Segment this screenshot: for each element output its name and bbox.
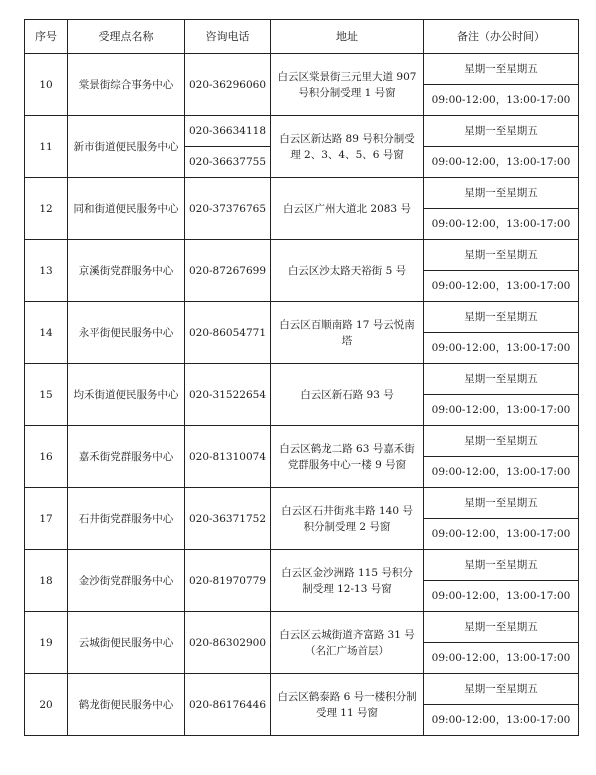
row-hours: 09:00-12:00，13:00-17:00 xyxy=(424,85,579,116)
table-row xyxy=(25,550,579,581)
row-hours: 09:00-12:00，13:00-17:00 xyxy=(424,581,579,612)
table-body xyxy=(25,54,579,736)
row-days: 星期一至星期五 xyxy=(424,302,579,333)
row-phone: 020-86176446 xyxy=(185,674,271,736)
row-days: 星期一至星期五 xyxy=(424,54,579,85)
row-address: 白云区金沙洲路 115 号积分制受理 12-13 号窗 xyxy=(271,550,424,612)
table-row xyxy=(25,612,579,643)
row-hours: 09:00-12:00，13:00-17:00 xyxy=(424,271,579,302)
table-row xyxy=(25,178,579,209)
row-days: 星期一至星期五 xyxy=(424,116,579,147)
row-address: 白云区百顺南路 17 号云悦南塔 xyxy=(271,302,424,364)
row-hours: 09:00-12:00，13:00-17:00 xyxy=(424,457,579,488)
row-phone: 020-36296060 xyxy=(185,54,271,116)
row-name: 均禾街道便民服务中心 xyxy=(68,364,185,426)
row-name: 棠景街综合事务中心 xyxy=(68,54,185,116)
row-days: 星期一至星期五 xyxy=(424,426,579,457)
row-days: 星期一至星期五 xyxy=(424,674,579,705)
row-phone: 020-81310074 xyxy=(185,426,271,488)
row-name: 永平街便民服务中心 xyxy=(68,302,185,364)
row-name: 嘉禾街党群服务中心 xyxy=(68,426,185,488)
row-address: 白云区新石路 93 号 xyxy=(271,364,424,426)
table-row xyxy=(25,488,579,519)
row-address: 白云区石井街兆丰路 140 号积分制受理 2 号窗 xyxy=(271,488,424,550)
row-seq: 15 xyxy=(25,364,68,426)
row-address: 白云区鹤泰路 6 号一楼积分制受理 11 号窗 xyxy=(271,674,424,736)
header-address: 地址 xyxy=(271,20,424,54)
row-name: 同和街道便民服务中心 xyxy=(68,178,185,240)
row-days: 星期一至星期五 xyxy=(424,364,579,395)
table-row xyxy=(25,426,579,457)
row-seq: 12 xyxy=(25,178,68,240)
row-phone: 020-36634118 xyxy=(185,116,271,147)
header-row xyxy=(25,20,579,54)
row-days: 星期一至星期五 xyxy=(424,488,579,519)
row-seq: 13 xyxy=(25,240,68,302)
header-phone: 咨询电话 xyxy=(185,20,271,54)
row-days: 星期一至星期五 xyxy=(424,550,579,581)
row-name: 京溪街党群服务中心 xyxy=(68,240,185,302)
row-name: 金沙街党群服务中心 xyxy=(68,550,185,612)
table-row xyxy=(25,116,579,147)
row-address: 白云区新达路 89 号积分制受理 2、3、4、5、6 号窗 xyxy=(271,116,424,178)
row-phone-2: 020-36637755 xyxy=(185,147,271,178)
service-center-table xyxy=(24,19,579,736)
header-remark: 备注（办公时间） xyxy=(424,20,579,54)
row-hours: 09:00-12:00，13:00-17:00 xyxy=(424,643,579,674)
row-days: 星期一至星期五 xyxy=(424,612,579,643)
row-phone: 020-31522654 xyxy=(185,364,271,426)
row-address: 白云区鹤龙二路 63 号嘉禾街党群服务中心一楼 9 号窗 xyxy=(271,426,424,488)
row-seq: 17 xyxy=(25,488,68,550)
row-name: 云城街便民服务中心 xyxy=(68,612,185,674)
row-hours: 09:00-12:00，13:00-17:00 xyxy=(424,705,579,736)
row-phone: 020-86302900 xyxy=(185,612,271,674)
row-address: 白云区云城街道齐富路 31 号（名汇广场首层） xyxy=(271,612,424,674)
row-hours: 09:00-12:00，13:00-17:00 xyxy=(424,519,579,550)
table-row xyxy=(25,54,579,85)
row-days: 星期一至星期五 xyxy=(424,178,579,209)
row-seq: 18 xyxy=(25,550,68,612)
table-row xyxy=(25,302,579,333)
row-hours: 09:00-12:00，13:00-17:00 xyxy=(424,147,579,178)
row-seq: 19 xyxy=(25,612,68,674)
row-address: 白云区棠景街三元里大道 907 号积分制受理 1 号窗 xyxy=(271,54,424,116)
row-seq: 10 xyxy=(25,54,68,116)
row-address: 白云区广州大道北 2083 号 xyxy=(271,178,424,240)
row-seq: 16 xyxy=(25,426,68,488)
row-name: 新市街道便民服务中心 xyxy=(68,116,185,178)
row-phone: 020-81970779 xyxy=(185,550,271,612)
row-seq: 20 xyxy=(25,674,68,736)
row-phone: 020-86054771 xyxy=(185,302,271,364)
row-days: 星期一至星期五 xyxy=(424,240,579,271)
row-address: 白云区沙太路天裕街 5 号 xyxy=(271,240,424,302)
table-row xyxy=(25,240,579,271)
row-phone: 020-37376765 xyxy=(185,178,271,240)
header-seq: 序号 xyxy=(25,20,68,54)
row-seq: 14 xyxy=(25,302,68,364)
table-row xyxy=(25,364,579,395)
table-row xyxy=(25,674,579,705)
row-phone: 020-36371752 xyxy=(185,488,271,550)
row-name: 石井街党群服务中心 xyxy=(68,488,185,550)
row-phone: 020-87267699 xyxy=(185,240,271,302)
row-name: 鹤龙街便民服务中心 xyxy=(68,674,185,736)
row-hours: 09:00-12:00，13:00-17:00 xyxy=(424,209,579,240)
row-hours: 09:00-12:00，13:00-17:00 xyxy=(424,395,579,426)
header-name: 受理点名称 xyxy=(68,20,185,54)
row-hours: 09:00-12:00，13:00-17:00 xyxy=(424,333,579,364)
row-seq: 11 xyxy=(25,116,68,178)
